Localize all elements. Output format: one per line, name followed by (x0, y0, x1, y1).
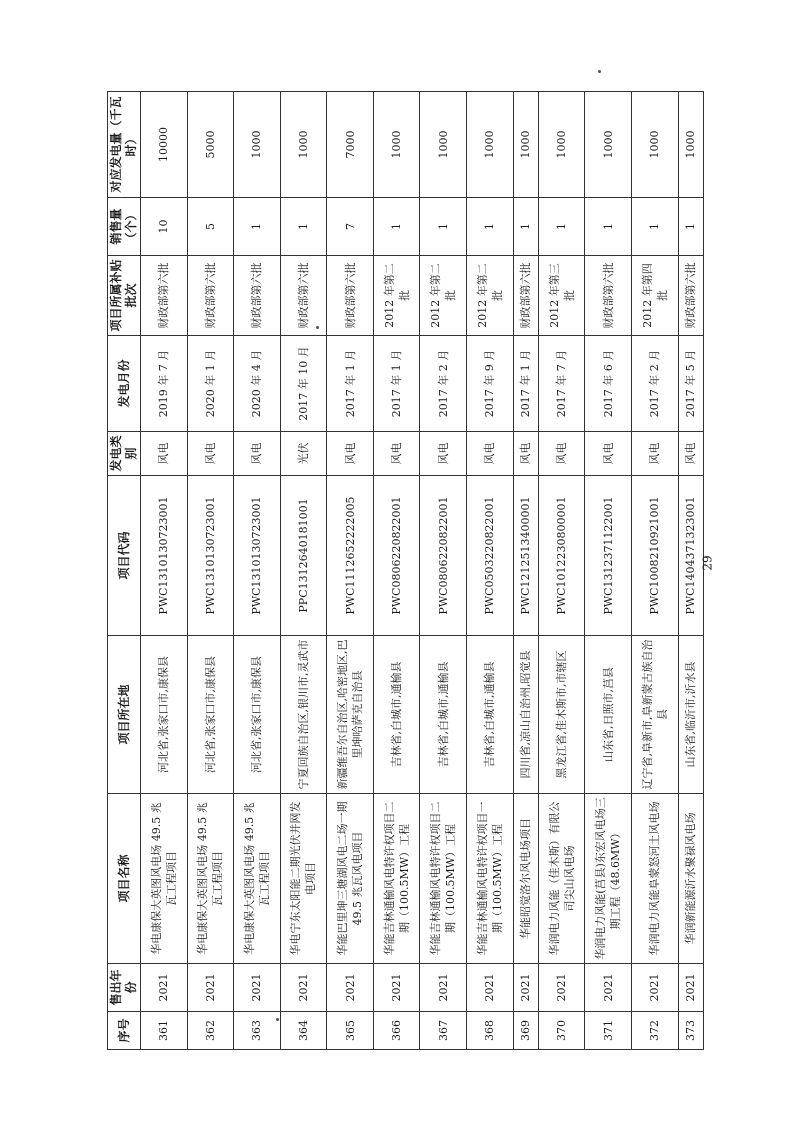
cell-name: 华能吉林通榆风电特许权项目二期（100.5MW）工程 (420, 794, 467, 964)
cell-energy: 7000 (327, 92, 374, 198)
cell-type: 风电 (420, 432, 467, 476)
cell-month: 2017 年 1 月 (373, 336, 420, 432)
cell-seq: 370 (538, 1012, 585, 1050)
cell-energy: 5000 (187, 92, 234, 198)
cell-qty: 1 (585, 198, 632, 256)
cell-seq: 364 (280, 1012, 327, 1050)
cell-seq: 372 (632, 1012, 679, 1050)
cell-year: 2021 (513, 964, 538, 1012)
cell-year: 2021 (678, 964, 703, 1012)
table-row (466, 92, 513, 1050)
cell-energy: 1000 (632, 92, 679, 198)
cell-batch: 2012 年第二批 (466, 256, 513, 336)
cell-batch: 2012 年第三批 (538, 256, 585, 336)
cell-type: 风电 (632, 432, 679, 476)
cell-energy: 1000 (538, 92, 585, 198)
cell-energy: 1000 (280, 92, 327, 198)
cell-type: 风电 (513, 432, 538, 476)
cell-batch: 财政部第六批 (141, 256, 188, 336)
cell-location: 山东省,临沂市,沂水县 (678, 636, 703, 794)
table-row (327, 92, 374, 1050)
cell-qty: 1 (420, 198, 467, 256)
cell-seq: 362 (187, 1012, 234, 1050)
cell-type: 风电 (141, 432, 188, 476)
cell-batch: 财政部第六批 (678, 256, 703, 336)
cell-qty: 1 (466, 198, 513, 256)
cell-month: 2017 年 7 月 (538, 336, 585, 432)
header-location: 项目所在地 (108, 636, 141, 794)
cell-name: 华电康保大英图风电场 49.5 兆瓦工程项目 (187, 794, 234, 964)
cell-month: 2019 年 7 月 (141, 336, 188, 432)
cell-type: 风电 (187, 432, 234, 476)
cell-month: 2017 年 9 月 (466, 336, 513, 432)
cell-energy: 10000 (141, 92, 188, 198)
header-year: 售出年份 (108, 964, 141, 1012)
cell-energy: 1000 (420, 92, 467, 198)
cell-name: 华能昭觉洛尔风电场项目 (513, 794, 538, 964)
cell-type: 风电 (466, 432, 513, 476)
scan-speck (316, 326, 319, 329)
table-row (538, 92, 585, 1050)
cell-name: 华能吉林通榆风电特许权项目二期（100.5MW）工程 (373, 794, 420, 964)
cell-qty: 1 (678, 198, 703, 256)
cell-type: 光伏 (280, 432, 327, 476)
cell-name: 华电康保大英图风电场 49.5 兆瓦工程项目 (234, 794, 281, 964)
cell-name: 华能吉林通榆风电特许权项目一期（100.5MW）工程 (466, 794, 513, 964)
cell-batch: 财政部第六批 (513, 256, 538, 336)
header-energy: 对应发电量（千瓦时） (108, 92, 141, 198)
cell-qty: 1 (373, 198, 420, 256)
cell-energy: 1000 (373, 92, 420, 198)
cell-name: 华润电力风能（佳木斯）有限公司尖山风电场 (538, 794, 585, 964)
cell-code: PWC1012230800001 (538, 476, 585, 636)
cell-year: 2021 (187, 964, 234, 1012)
cell-batch: 2012 年第二批 (420, 256, 467, 336)
header-code: 项目代码 (108, 476, 141, 636)
rotated-table-container (107, 92, 704, 1050)
table-row (513, 92, 538, 1050)
cell-qty: 1 (513, 198, 538, 256)
header-name: 项目名称 (108, 794, 141, 964)
header-row (108, 92, 141, 1050)
cell-seq: 373 (678, 1012, 703, 1050)
cell-year: 2021 (420, 964, 467, 1012)
cell-seq: 371 (585, 1012, 632, 1050)
table-row (141, 92, 188, 1050)
cell-year: 2021 (280, 964, 327, 1012)
cell-qty: 7 (327, 198, 374, 256)
cell-type: 风电 (678, 432, 703, 476)
cell-name: 华电宁东太阳能二期光伏并网发电项目 (280, 794, 327, 964)
scan-speck (598, 70, 601, 73)
cell-location: 吉林省,白城市,通榆县 (466, 636, 513, 794)
cell-month: 2017 年 10 月 (280, 336, 327, 432)
cell-qty: 1 (538, 198, 585, 256)
cell-code: PWC0806220822001 (420, 476, 467, 636)
cell-location: 山东省,日照市,莒县 (585, 636, 632, 794)
cell-seq: 363 (234, 1012, 281, 1050)
cell-month: 2017 年 2 月 (632, 336, 679, 432)
cell-code: PWC1310130723001 (234, 476, 281, 636)
cell-batch: 财政部第六批 (187, 256, 234, 336)
cell-year: 2021 (373, 964, 420, 1012)
cell-seq: 365 (327, 1012, 374, 1050)
cell-qty: 5 (187, 198, 234, 256)
table-row (187, 92, 234, 1050)
cell-month: 2017 年 5 月 (678, 336, 703, 432)
cell-type: 风电 (327, 432, 374, 476)
cell-month: 2017 年 2 月 (420, 336, 467, 432)
cell-month: 2020 年 1 月 (187, 336, 234, 432)
cell-year: 2021 (141, 964, 188, 1012)
cell-batch: 财政部第六批 (327, 256, 374, 336)
cell-year: 2021 (585, 964, 632, 1012)
cell-month: 2017 年 6 月 (585, 336, 632, 432)
project-table (107, 91, 704, 1050)
header-month: 发电月份 (108, 336, 141, 432)
cell-code: PWC1008210921001 (632, 476, 679, 636)
header-batch: 项目所属补贴批次 (108, 256, 141, 336)
cell-code: PWC0503220822001 (466, 476, 513, 636)
cell-code: PWC0806220822001 (373, 476, 420, 636)
cell-location: 河北省,张家口市,康保县 (234, 636, 281, 794)
cell-energy: 1000 (678, 92, 703, 198)
cell-code: PWC1212513400001 (513, 476, 538, 636)
cell-batch: 2012 年第二批 (373, 256, 420, 336)
cell-month: 2017 年 1 月 (513, 336, 538, 432)
cell-energy: 1000 (466, 92, 513, 198)
table-row (280, 92, 327, 1050)
cell-batch: 2012 年第四批 (632, 256, 679, 336)
cell-year: 2021 (234, 964, 281, 1012)
cell-month: 2020 年 4 月 (234, 336, 281, 432)
header-type: 发电类别 (108, 432, 141, 476)
cell-year: 2021 (538, 964, 585, 1012)
cell-code: PWC1404371323001 (678, 476, 703, 636)
cell-energy: 1000 (513, 92, 538, 198)
table-row (585, 92, 632, 1050)
table-row (234, 92, 281, 1050)
table-row (373, 92, 420, 1050)
cell-location: 四川省,凉山自治州,昭觉县 (513, 636, 538, 794)
table-row (632, 92, 679, 1050)
cell-qty: 1 (632, 198, 679, 256)
cell-type: 风电 (234, 432, 281, 476)
table-row (420, 92, 467, 1050)
cell-location: 河北省,张家口市,康保县 (187, 636, 234, 794)
cell-qty: 1 (234, 198, 281, 256)
page-number: 29 (700, 555, 715, 571)
cell-code: PWC1312371122001 (585, 476, 632, 636)
cell-code: PPC1312640181001 (280, 476, 327, 636)
cell-location: 辽宁省,阜新市,阜新蒙古族自治县 (632, 636, 679, 794)
header-seq: 序号 (108, 1012, 141, 1050)
cell-seq: 361 (141, 1012, 188, 1050)
cell-seq: 367 (420, 1012, 467, 1050)
cell-code: PWC1310130723001 (187, 476, 234, 636)
cell-year: 2021 (327, 964, 374, 1012)
cell-name: 华电康保大英图风电场 49.5 兆瓦工程项目 (141, 794, 188, 964)
cell-type: 风电 (538, 432, 585, 476)
cell-name: 华润电力风能阜蒙怒河土风电场 (632, 794, 679, 964)
cell-month: 2017 年 1 月 (327, 336, 374, 432)
scan-speck (276, 1018, 279, 1021)
cell-code: PWC1112652222005 (327, 476, 374, 636)
cell-seq: 369 (513, 1012, 538, 1050)
cell-qty: 1 (280, 198, 327, 256)
cell-location: 黑龙江省,佳木斯市,市辖区 (538, 636, 585, 794)
cell-location: 河北省,张家口市,康保县 (141, 636, 188, 794)
cell-energy: 1000 (585, 92, 632, 198)
cell-batch: 财政部第六批 (585, 256, 632, 336)
cell-name: 华能巴里坤三塘湖风电二场一期 49.5 兆瓦风电项目 (327, 794, 374, 964)
cell-batch: 财政部第六批 (234, 256, 281, 336)
cell-name: 华润新能源沂水聚禄风电场 (678, 794, 703, 964)
cell-location: 宁夏回族自治区,银川市,灵武市 (280, 636, 327, 794)
cell-qty: 10 (141, 198, 188, 256)
cell-name: 华润电力风能(莒县)东宏风电场三期工程（48.6MW） (585, 794, 632, 964)
cell-location: 吉林省,白城市,通榆县 (373, 636, 420, 794)
cell-energy: 1000 (234, 92, 281, 198)
cell-location: 新疆维吾尔自治区,哈密地区,巴里坤哈萨克自治县 (327, 636, 374, 794)
cell-location: 吉林省,白城市,通榆县 (420, 636, 467, 794)
cell-batch: 财政部第六批 (280, 256, 327, 336)
table-body (141, 92, 704, 1050)
header-qty: 销售量（个） (108, 198, 141, 256)
cell-type: 风电 (373, 432, 420, 476)
cell-seq: 366 (373, 1012, 420, 1050)
cell-year: 2021 (466, 964, 513, 1012)
cell-year: 2021 (632, 964, 679, 1012)
cell-code: PWC1310130723001 (141, 476, 188, 636)
cell-type: 风电 (585, 432, 632, 476)
cell-seq: 368 (466, 1012, 513, 1050)
